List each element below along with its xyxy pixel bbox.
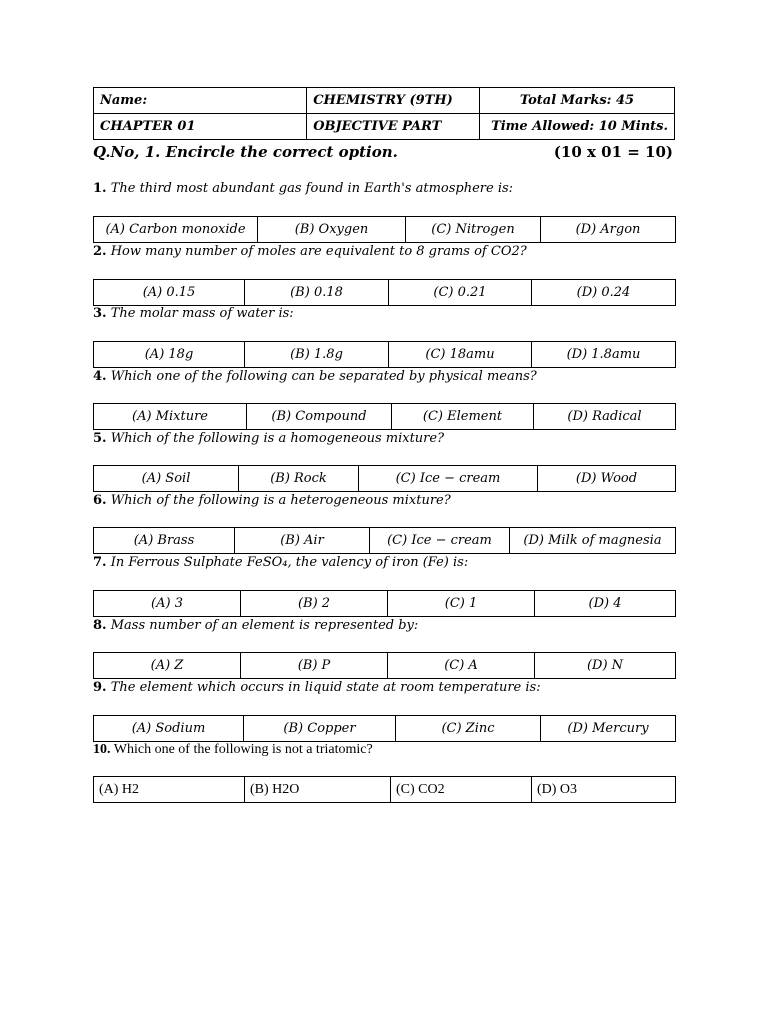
name-label: Name: [94,88,307,114]
question-7 [93,555,675,570]
option-d[interactable]: (D) O3 [532,777,676,803]
option-b[interactable]: (B) Oxygen [258,217,406,243]
question-text: Which of the following is a homogeneous mixture? [110,431,445,446]
option-b[interactable]: (B) 2 [241,591,388,617]
option-b[interactable]: (B) Copper [244,716,396,742]
option-c[interactable]: (C) Nitrogen [406,217,541,243]
options-row-5 [93,465,676,492]
option-c[interactable]: (C) CO2 [391,777,532,803]
options-row-2 [93,279,676,306]
option-c[interactable]: (C) 0.21 [389,280,532,306]
option-c[interactable]: (C) Element [392,404,534,430]
total-marks-value: 45 [616,93,635,108]
chapter-label: CHAPTER 01 [94,114,307,140]
option-b[interactable]: (B) 1.8g [245,342,389,368]
question-text: How many number of moles are equivalent to 8 grams of CO2? [110,244,527,259]
question-number: 10. [93,742,111,757]
question-1 [93,181,675,196]
question-2 [93,244,675,259]
question-10 [93,742,675,758]
options-row-9 [93,715,676,742]
option-d[interactable]: (D) 4 [535,591,676,617]
option-b[interactable]: (B) Rock [239,466,359,492]
section-marks: (10 x 01 = 10) [553,143,673,161]
total-marks-cell [480,88,675,114]
option-d[interactable]: (D) 0.24 [532,280,676,306]
question-9 [93,680,675,695]
option-a[interactable]: (A) Soil [94,466,239,492]
question-number: 9. [93,680,107,695]
time-allowed-cell [480,114,675,140]
question-number: 8. [93,618,107,633]
question-text: In Ferrous Sulphate FeSO₄, the valency of iron (Fe) is: [110,555,469,570]
options-row-8 [93,652,676,679]
option-c[interactable]: (C) Ice − cream [359,466,538,492]
option-d[interactable]: (D) Mercury [541,716,676,742]
question-text: The third most abundant gas found in Earth's atmosphere is: [110,181,514,196]
option-c[interactable]: (C) A [388,653,535,679]
question-number: 2. [93,244,107,259]
question-5 [93,431,675,446]
option-a[interactable]: (A) Brass [94,528,235,554]
section-title: Q.No, 1. Encircle the correct option. [93,143,398,161]
option-a[interactable]: (A) 3 [94,591,241,617]
question-6 [93,493,675,508]
options-row-1 [93,216,676,243]
options-row-10 [93,776,676,803]
question-text: Mass number of an element is represented by: [110,618,419,633]
question-text: Which one of the following can be separated by physical means? [110,369,537,384]
question-number: 1. [93,181,107,196]
option-a[interactable]: (A) Z [94,653,241,679]
option-a[interactable]: (A) Carbon monoxide [94,217,258,243]
option-c[interactable]: (C) 18amu [389,342,532,368]
question-number: 4. [93,369,107,384]
option-a[interactable]: (A) 0.15 [94,280,245,306]
options-row-6 [93,527,676,554]
option-d[interactable]: (D) Milk of magnesia [510,528,676,554]
question-text: The molar mass of water is: [110,306,294,321]
option-b[interactable]: (B) 0.18 [245,280,389,306]
total-marks-label: Total Marks: [519,93,612,108]
option-b[interactable]: (B) P [241,653,388,679]
subject-label: CHEMISTRY (9TH) [307,88,480,114]
question-8 [93,618,675,633]
option-d[interactable]: (D) N [535,653,676,679]
option-b[interactable]: (B) Air [235,528,370,554]
question-text: Which one of the following is not a triatomic? [113,742,373,757]
option-d[interactable]: (D) 1.8amu [532,342,676,368]
option-b[interactable]: (B) Compound [247,404,392,430]
option-d[interactable]: (D) Radical [534,404,676,430]
options-row-3 [93,341,676,368]
question-text: The element which occurs in liquid state at room temperature is: [110,680,541,695]
part-label: OBJECTIVE PART [307,114,480,140]
question-text: Which of the following is a heterogeneous mixture? [110,493,451,508]
option-b[interactable]: (B) H2O [245,777,391,803]
option-c[interactable]: (C) Zinc [396,716,541,742]
option-a[interactable]: (A) 18g [94,342,245,368]
option-d[interactable]: (D) Argon [541,217,676,243]
question-3 [93,306,675,321]
option-c[interactable]: (C) 1 [388,591,535,617]
time-allowed-value: 10 Mints. [598,119,668,134]
options-row-7 [93,590,676,617]
header-table [93,87,675,140]
question-4 [93,369,675,384]
option-a[interactable]: (A) H2 [94,777,245,803]
question-number: 6. [93,493,107,508]
options-row-4 [93,403,676,430]
section-heading [93,141,675,165]
question-number: 5. [93,431,107,446]
question-number: 3. [93,306,107,321]
option-a[interactable]: (A) Sodium [94,716,244,742]
option-c[interactable]: (C) Ice − cream [370,528,510,554]
option-d[interactable]: (D) Wood [538,466,676,492]
time-allowed-label: Time Allowed: [491,119,595,134]
option-a[interactable]: (A) Mixture [94,404,247,430]
question-number: 7. [93,555,107,570]
